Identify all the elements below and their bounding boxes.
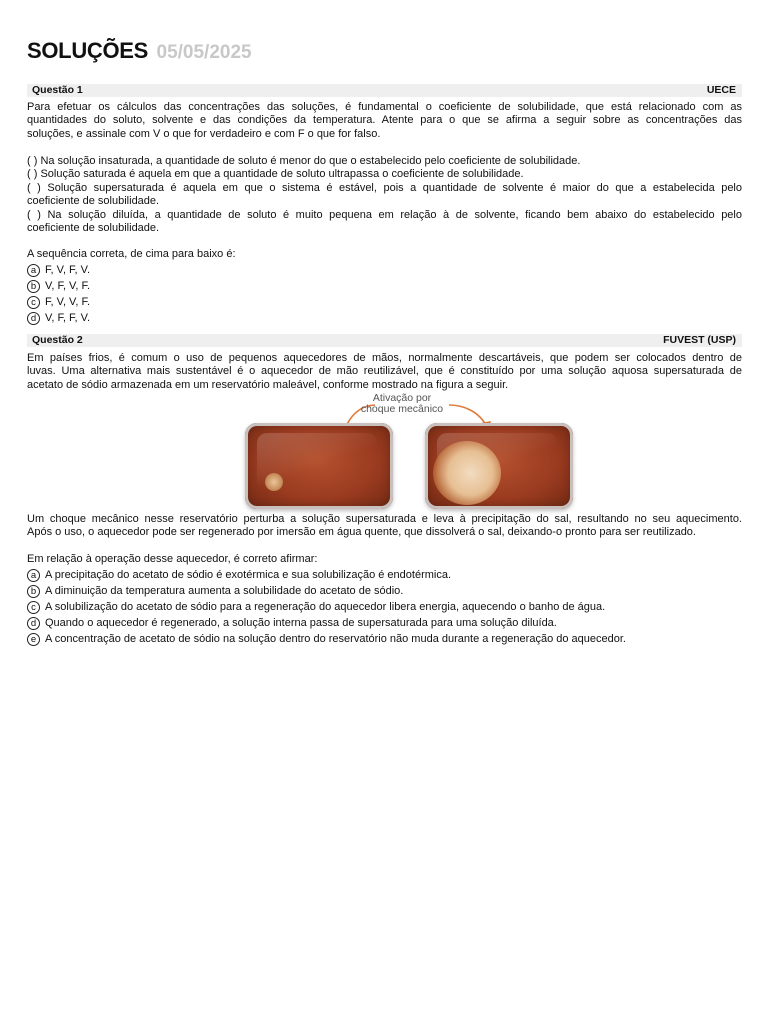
question-2-number: Questão 2 xyxy=(32,334,83,346)
statement-line: ( ) Na solução diluída, a quantidade de soluto é muito pequena em relação à de solvente, ficando bem abaixo do estabelecido pelo xyxy=(27,208,742,221)
option-letter-badge: d xyxy=(27,617,40,630)
option-b[interactable] xyxy=(27,278,90,294)
option-text: F, V, V, F. xyxy=(45,296,91,308)
stem-line: Em países frios, é comum o uso de pequenos aquecedores de mãos, normalmente descartáveis, que podem ser colocados dentro de xyxy=(27,352,742,364)
question-1-options xyxy=(27,262,90,326)
figure-caption-line: Ativação por xyxy=(372,392,432,404)
option-letter-badge: b xyxy=(27,280,40,293)
hand-warmer-figure xyxy=(217,393,557,513)
option-text: V, F, F, V. xyxy=(45,312,91,324)
question-2-source: FUVEST (USP) xyxy=(663,334,736,346)
stem-line: quantidades do soluto, solvente e das condições da temperatura. Atente para o que se afirma a seguir sobre as concentrações das xyxy=(27,114,742,127)
stem-line: Para efetuar os cálculos das concentrações das soluções, é fundamental o coeficiente de solubilidade, que está relacionado com as xyxy=(27,101,742,113)
hand-warmer-after-image xyxy=(425,423,573,509)
question-2-options xyxy=(27,567,626,647)
question-1-stem xyxy=(27,101,742,141)
option-a[interactable] xyxy=(27,567,626,583)
option-letter-badge: a xyxy=(27,264,40,277)
page-date: 05/05/2025 xyxy=(156,42,252,63)
question-2-prompt: Em relação à operação desse aquecedor, é correto afirmar: xyxy=(27,553,318,565)
stem-line: soluções, e assinale com V o que for verdadeiro e com F o que for falso. xyxy=(27,127,381,140)
stem-line: acetato de sódio armazenada em um reservatório maleável, conforme mostrado na figura a seguir. xyxy=(27,378,509,391)
figure-caption xyxy=(357,393,447,415)
option-letter-badge: d xyxy=(27,312,40,325)
option-e[interactable] xyxy=(27,631,626,647)
crystallization-icon xyxy=(433,441,501,505)
statement-line: ( ) Solução saturada é aquela em que a quantidade de soluto ultrapassa o coeficiente de solubilidade. xyxy=(27,168,524,181)
question-1-source: UECE xyxy=(706,84,736,96)
statement-line: ( ) Na solução insaturada, a quantidade de soluto é menor do que o estabelecido pelo coeficiente de solubilidade. xyxy=(27,155,581,167)
question-2-explanation xyxy=(27,513,742,540)
option-text: F, V, F, V. xyxy=(45,264,91,276)
option-letter-badge: a xyxy=(27,569,40,582)
option-letter-badge: c xyxy=(27,296,40,309)
option-letter-badge: b xyxy=(27,585,40,598)
explanation-line: Após o uso, o aquecedor pode ser regenerado por imersão em água quente, que dissolverá o sal, deixando-o pronto para ser reutilizado. xyxy=(27,526,696,539)
statement-line: ( ) Solução supersaturada é aquela em que o sistema é estável, pois a quantidade de solvente é maior do que a estabelecida pelo xyxy=(27,181,742,194)
hand-warmer-before-image xyxy=(245,423,393,509)
option-b[interactable] xyxy=(27,583,626,599)
statement-line: coeficiente de solubilidade. xyxy=(27,195,160,208)
option-text: V, F, V, F. xyxy=(45,280,91,292)
option-text: A solubilização do acetato de sódio para a regeneração do aquecedor libera energia, aquecendo o banho de água. xyxy=(45,601,606,613)
option-d[interactable] xyxy=(27,615,626,631)
explanation-line: Um choque mecânico nesse reservatório perturba a solução supersaturada e leva à precipitação do sal, resultando no seu aquecimento. xyxy=(27,513,742,525)
figure-caption-line: choque mecânico xyxy=(360,403,444,415)
option-d[interactable] xyxy=(27,310,90,326)
option-letter-badge: c xyxy=(27,601,40,614)
statement-line: coeficiente de solubilidade. xyxy=(27,222,160,235)
option-c[interactable] xyxy=(27,294,90,310)
option-text: A precipitação do acetato de sódio é exotérmica e sua solubilização é endotérmica. xyxy=(45,569,452,581)
option-text: Quando o aquecedor é regenerado, a solução interna passa de supersaturada para uma solução diluída. xyxy=(45,617,557,629)
option-text: A concentração de acetato de sódio na solução dentro do reservatório não muda durante a regeneração do aquecedor. xyxy=(45,633,626,645)
page-title-row xyxy=(27,38,252,64)
question-1-prompt: A sequência correta, de cima para baixo é: xyxy=(27,248,236,260)
option-letter-badge: e xyxy=(27,633,40,646)
stem-line: luvas. Uma alternativa mais sustentável é o aquecedor de mão reutilizável, que é constituído por uma solução aquosa supersaturada de xyxy=(27,365,742,378)
question-1-statements xyxy=(27,155,742,235)
question-2-header xyxy=(27,334,742,347)
question-1-header xyxy=(27,84,742,97)
option-a[interactable] xyxy=(27,262,90,278)
metal-disc-icon xyxy=(265,473,283,491)
option-text: A diminuição da temperatura aumenta a solubilidade do acetato de sódio. xyxy=(45,585,404,597)
page-title: SOLUÇÕES xyxy=(27,38,149,63)
question-1-number: Questão 1 xyxy=(32,84,83,96)
question-2-stem xyxy=(27,352,742,392)
option-c[interactable] xyxy=(27,599,626,615)
